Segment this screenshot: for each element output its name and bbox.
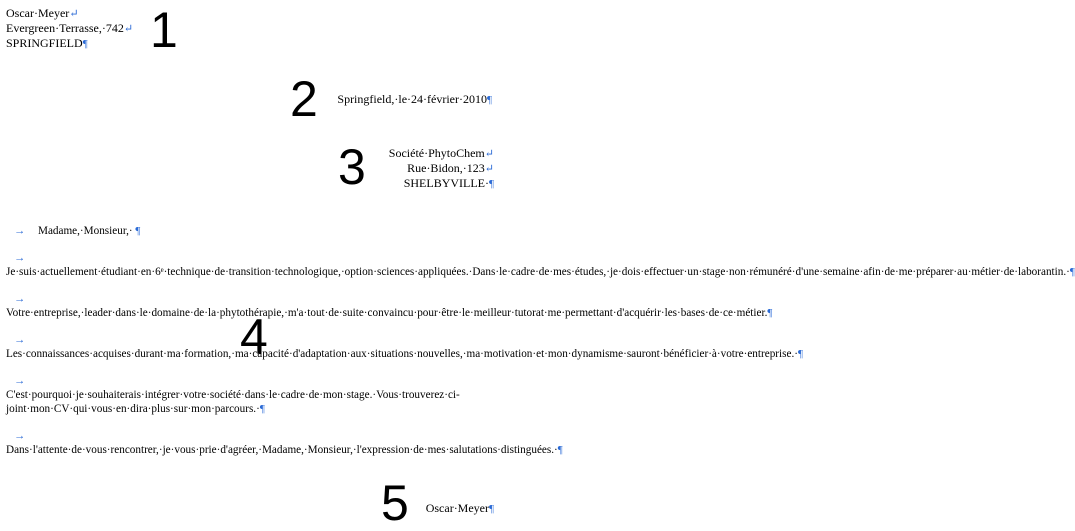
recipient-address-block	[389, 146, 494, 191]
salutation-paragraph	[6, 224, 484, 238]
recipient-street: Rue·Bidon,·123	[407, 161, 485, 175]
recipient-city-line	[389, 176, 494, 191]
pilcrow-icon: ¶	[557, 444, 563, 456]
letter-date: Springfield,·le·24·février·2010	[337, 92, 488, 106]
pilcrow-icon: ¶	[82, 38, 88, 50]
paragraph-text: Je·suis·actuellement·étudiant·en·6ᵉ·technique·de·transition·technologique,·option·sciences·appliquées.·Dans·le·cadre·de·mes·études,·je·dois·effectuer·un·stage·non·rémunéré·d'une·semaine·afin·de·me·préparer·au·métier·de·laborantin.·	[6, 266, 1070, 278]
line-break-icon: ↵	[69, 8, 79, 20]
sender-name-line	[6, 6, 133, 21]
recipient-city: SHELBYVILLE·	[403, 176, 490, 190]
tab-arrow-icon: →	[14, 252, 26, 264]
marker-5: 5	[381, 475, 409, 531]
pilcrow-icon: ¶	[489, 503, 494, 515]
sender-street: Evergreen·Terrasse,·742	[6, 21, 124, 35]
sender-city: SPRINGFIELD	[6, 36, 83, 50]
tab-arrow-icon: →	[14, 225, 26, 237]
sender-street-line	[6, 21, 133, 36]
recipient-company-line	[389, 146, 494, 161]
tab-arrow-icon: →	[14, 430, 26, 442]
pilcrow-icon: ¶	[135, 225, 141, 237]
recipient-street-line	[389, 161, 494, 176]
line-break-icon: ↵	[484, 163, 494, 175]
sender-name: Oscar·Meyer	[6, 6, 70, 20]
sender-city-line	[6, 36, 133, 51]
pilcrow-icon: ¶	[1069, 266, 1075, 278]
body-paragraph	[6, 429, 563, 457]
line-break-icon: ↵	[484, 148, 494, 160]
body-paragraph	[6, 374, 484, 416]
pilcrow-icon: ¶	[489, 178, 494, 190]
tab-arrow-icon: →	[14, 334, 26, 346]
marker-4: 4	[240, 309, 268, 365]
tab-arrow-icon: →	[14, 293, 26, 305]
body-paragraph	[6, 251, 1075, 279]
pilcrow-icon: ¶	[259, 403, 265, 415]
signature-line	[426, 501, 494, 516]
paragraph-text: Les·connaissances·acquises·durant·ma·formation,·ma·capacité·d'adaptation·aux·situations·nouvelles,·ma·motivation·et·mon·dynamisme·sauront·bénéficier·à·votre·entreprise.·	[6, 348, 798, 360]
tab-arrow-icon: →	[14, 375, 26, 387]
signature-name: Oscar·Meyer	[425, 501, 490, 515]
marker-1: 1	[150, 2, 178, 58]
recipient-company: Société·PhytoChem	[388, 146, 485, 160]
paragraph-text: C'est·pourquoi·je·souhaiterais·intégrer·votre·société·dans·le·cadre·de·mon·stage.·Vous·trouverez·ci-joint·mon·CV·qui·vous·en·dira·plus·sur·mon·parcours.·	[6, 389, 460, 415]
salutation-text: Madame,·Monsieur,·	[38, 225, 133, 237]
paragraph-text: Dans·l'attente·de·vous·rencontrer,·je·vous·prie·d'agréer,·Madame,·Monsieur,·l'expression·de·mes·salutations·distinguées.·	[6, 444, 558, 456]
marker-3: 3	[338, 139, 366, 195]
sender-address-block	[6, 6, 133, 51]
date-line	[337, 92, 492, 107]
pilcrow-icon: ¶	[797, 348, 803, 360]
pilcrow-icon: ¶	[487, 94, 492, 106]
marker-2: 2	[290, 71, 318, 127]
paragraph-text: Votre·entreprise,·leader·dans·le·domaine·de·la·phytothérapie,·m'a·tout·de·suite·convaincu·pour·être·le·meilleur·tutorat·me·permettant·d'acquérir·les·bases·de·ce·métier.	[6, 307, 768, 319]
line-break-icon: ↵	[123, 23, 134, 35]
pilcrow-icon: ¶	[767, 307, 773, 319]
